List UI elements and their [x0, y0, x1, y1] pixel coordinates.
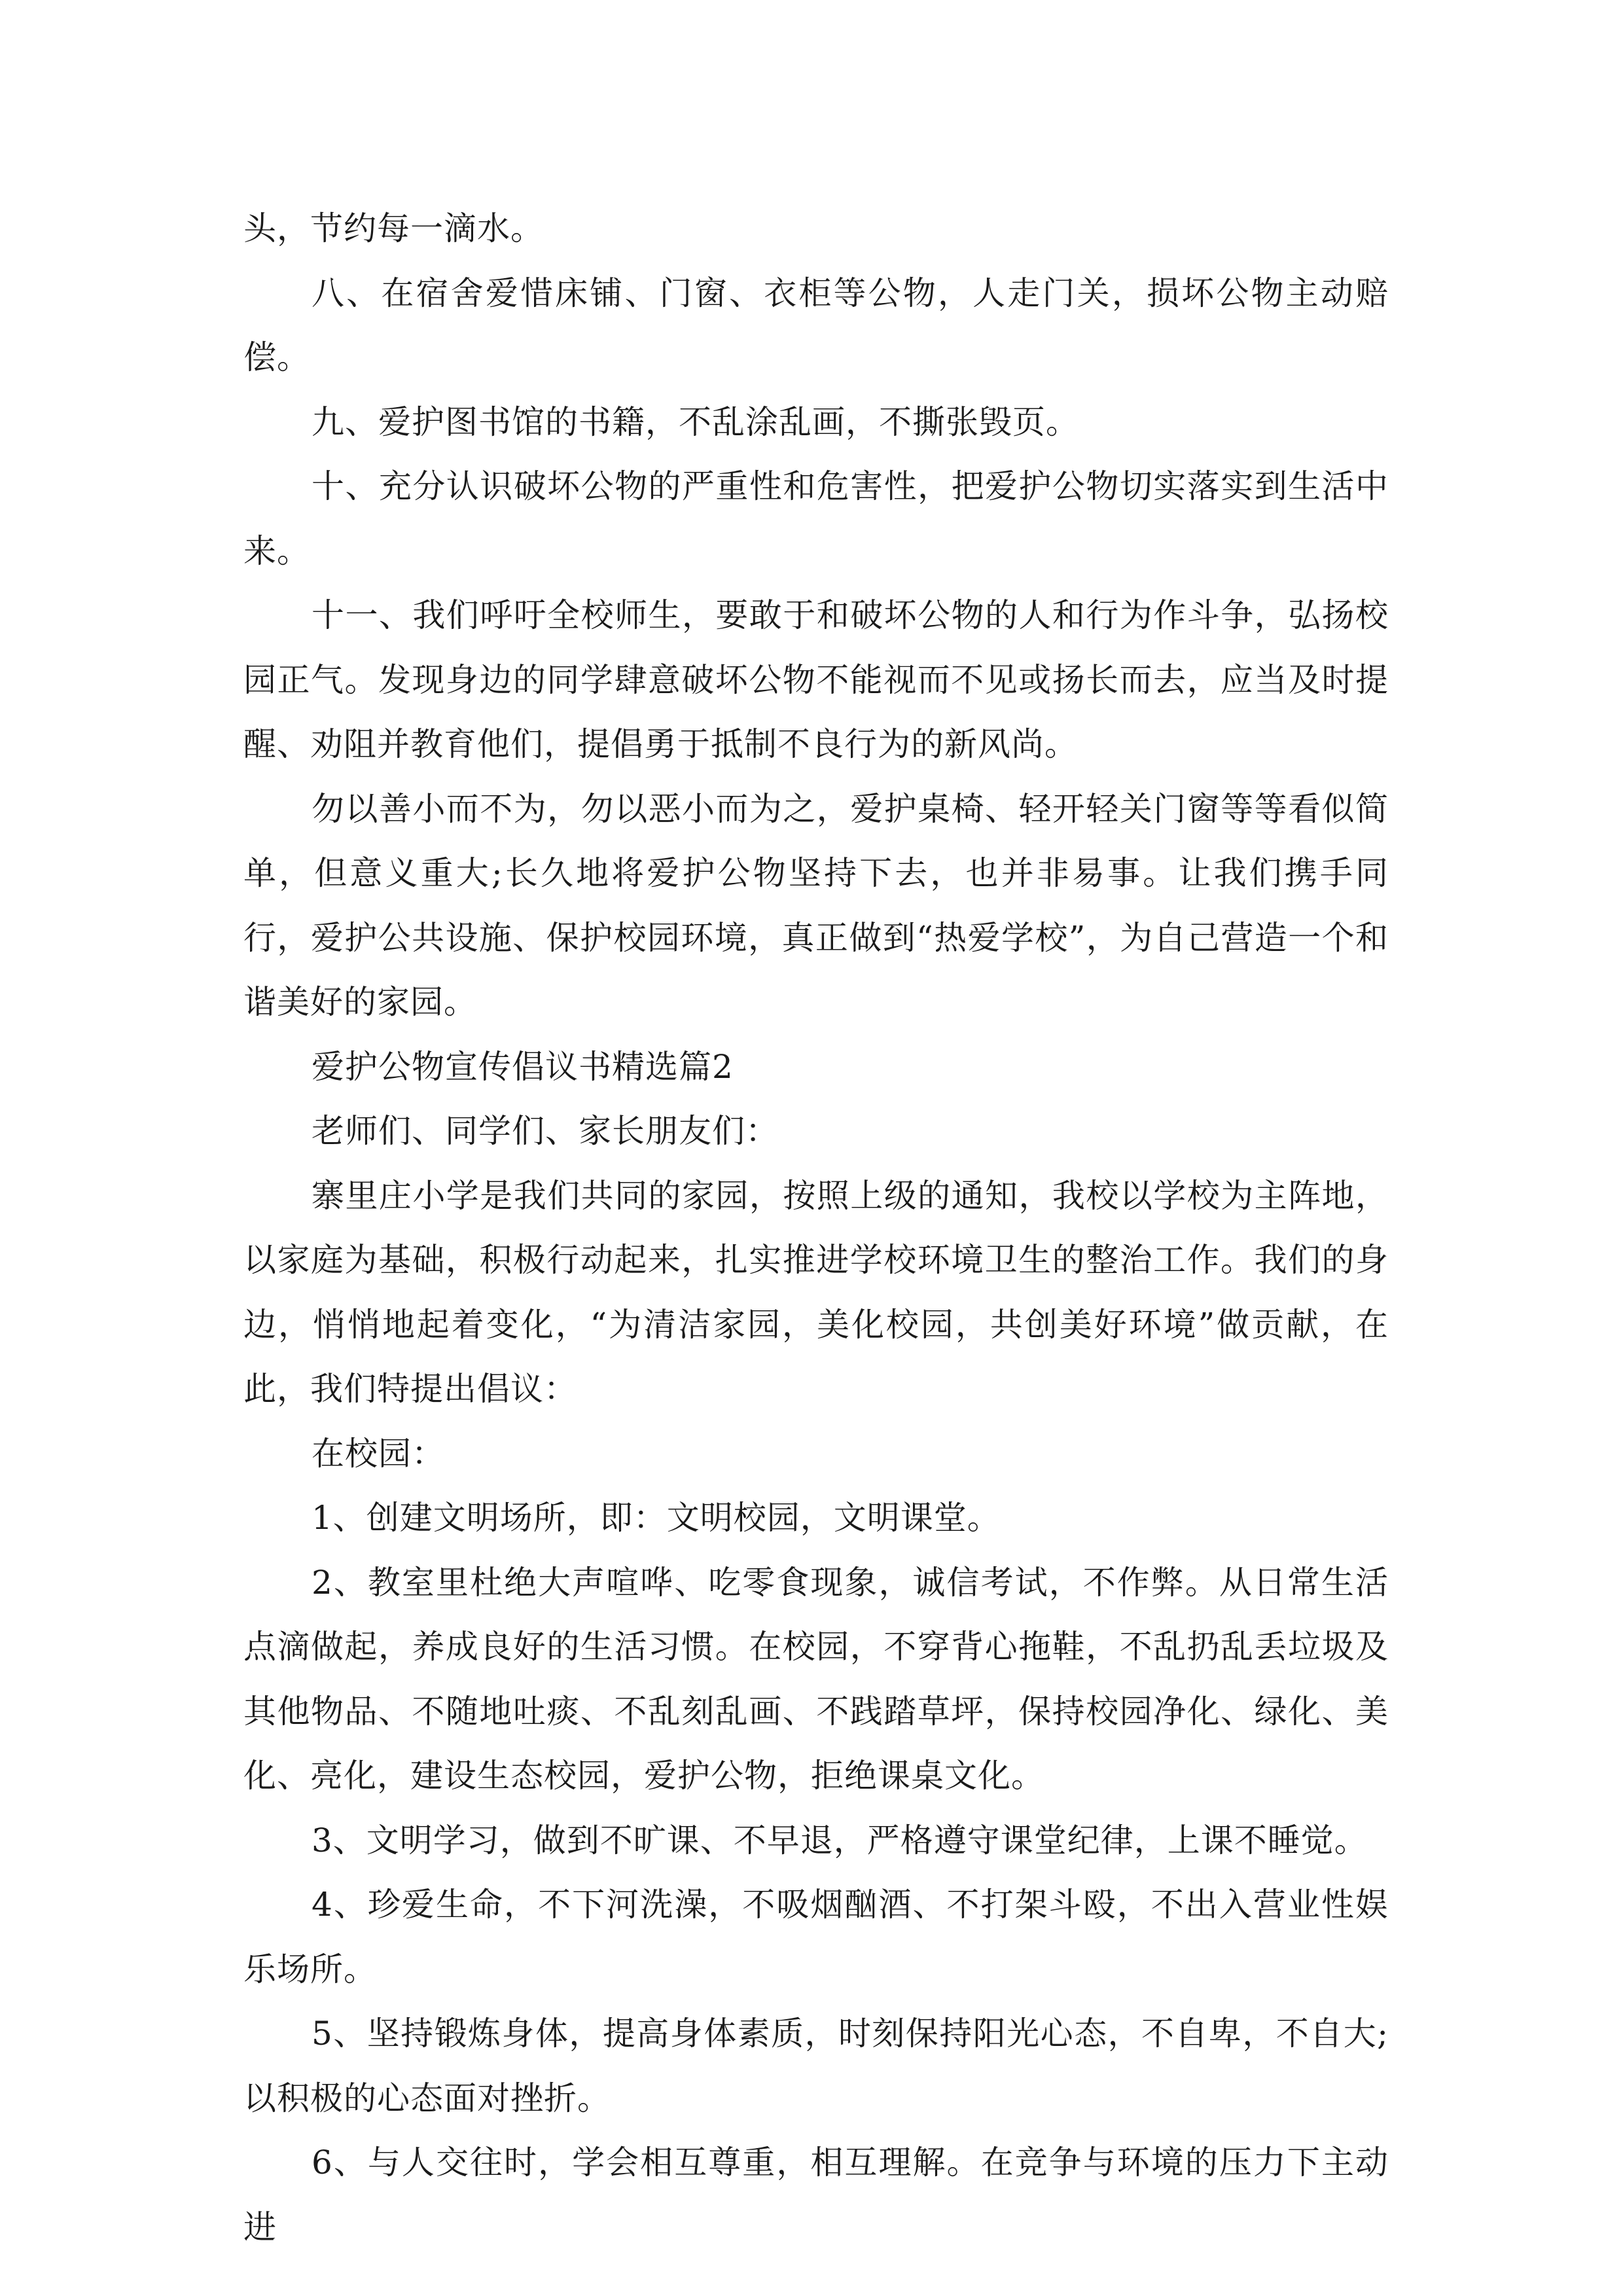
list-item-6: 6、与人交往时，学会相互尊重，相互理解。在竞争与环境的压力下主动进 — [243, 2144, 1389, 2246]
paragraph-conclusion: 勿以善小而不为，勿以恶小而为之，爱护桌椅、轻开轻关门窗等等看似简单，但意义重大;长久地将爱护公物坚持下去，也并非易事。让我们携手同行，爱护公共设施、保护校园环境，真正做到“热爱学校”，为自己营造一个和谐美好的家园。 — [243, 789, 1389, 1021]
paragraph-item-10: 十、充分认识破坏公物的严重性和危害性，把爱护公物切实落实到生活中来。 — [243, 467, 1389, 570]
paragraph-item-11: 十一、我们呼吁全校师生，要敢于和破坏公物的人和行为作斗争，弘扬校园正气。发现身边的同学肆意破坏公物不能视而不见或扬长而去，应当及时提醒、劝阻并教育他们，提倡勇于抵制不良行为的新风尚。 — [243, 596, 1389, 763]
list-item-1: 1、创建文明场所，即：文明校园，文明课堂。 — [312, 1499, 1001, 1537]
list-item-3: 3、文明学习，做到不旷课、不早退，严格遵守课堂纪律，上课不睡觉。 — [312, 1821, 1368, 1859]
paragraph-continuation: 头，节约每一滴水。 — [243, 209, 544, 247]
paragraph-subheading: 在校园： — [312, 1434, 445, 1473]
document-body — [243, 196, 1389, 2259]
list-item-4: 4、珍爱生命，不下河洗澡，不吸烟酗酒、不打架斗殴，不出入营业性娱乐场所。 — [243, 1886, 1389, 1988]
list-item-5: 5、坚持锻炼身体，提高身体素质，时刻保持阳光心态，不自卑，不自大;以积极的心态面对挫折。 — [243, 2015, 1389, 2117]
paragraph-intro: 寨里庄小学是我们共同的家园，按照上级的通知，我校以学校为主阵地，以家庭为基础，积极行动起来，扎实推进学校环境卫生的整治工作。我们的身边，悄悄地起着变化，“为清洁家园，美化校园，共创美好环境”做贡献，在此，我们特提出倡议： — [243, 1176, 1389, 1408]
paragraph-item-9: 九、爱护图书馆的书籍，不乱涂乱画，不撕张毁页。 — [312, 403, 1079, 441]
list-item-2: 2、教室里杜绝大声喧哗、吃零食现象，诚信考试，不作弊。从日常生活点滴做起，养成良好的生活习惯。在校园，不穿背心拖鞋，不乱扔乱丢垃圾及其他物品、不随地吐痰、不乱刻乱画、不践踏草坪，保持校园净化、绿化、美化、亮化，建设生态校园，爱护公物，拒绝课桌文化。 — [243, 1563, 1389, 1795]
paragraph-item-8: 八、在宿舍爱惜床铺、门窗、衣柜等公物，人走门关，损坏公物主动赔偿。 — [243, 274, 1389, 376]
salutation: 老师们、同学们、家长朋友们： — [312, 1112, 779, 1150]
section-heading: 爱护公物宣传倡议书精选篇2 — [312, 1047, 734, 1086]
